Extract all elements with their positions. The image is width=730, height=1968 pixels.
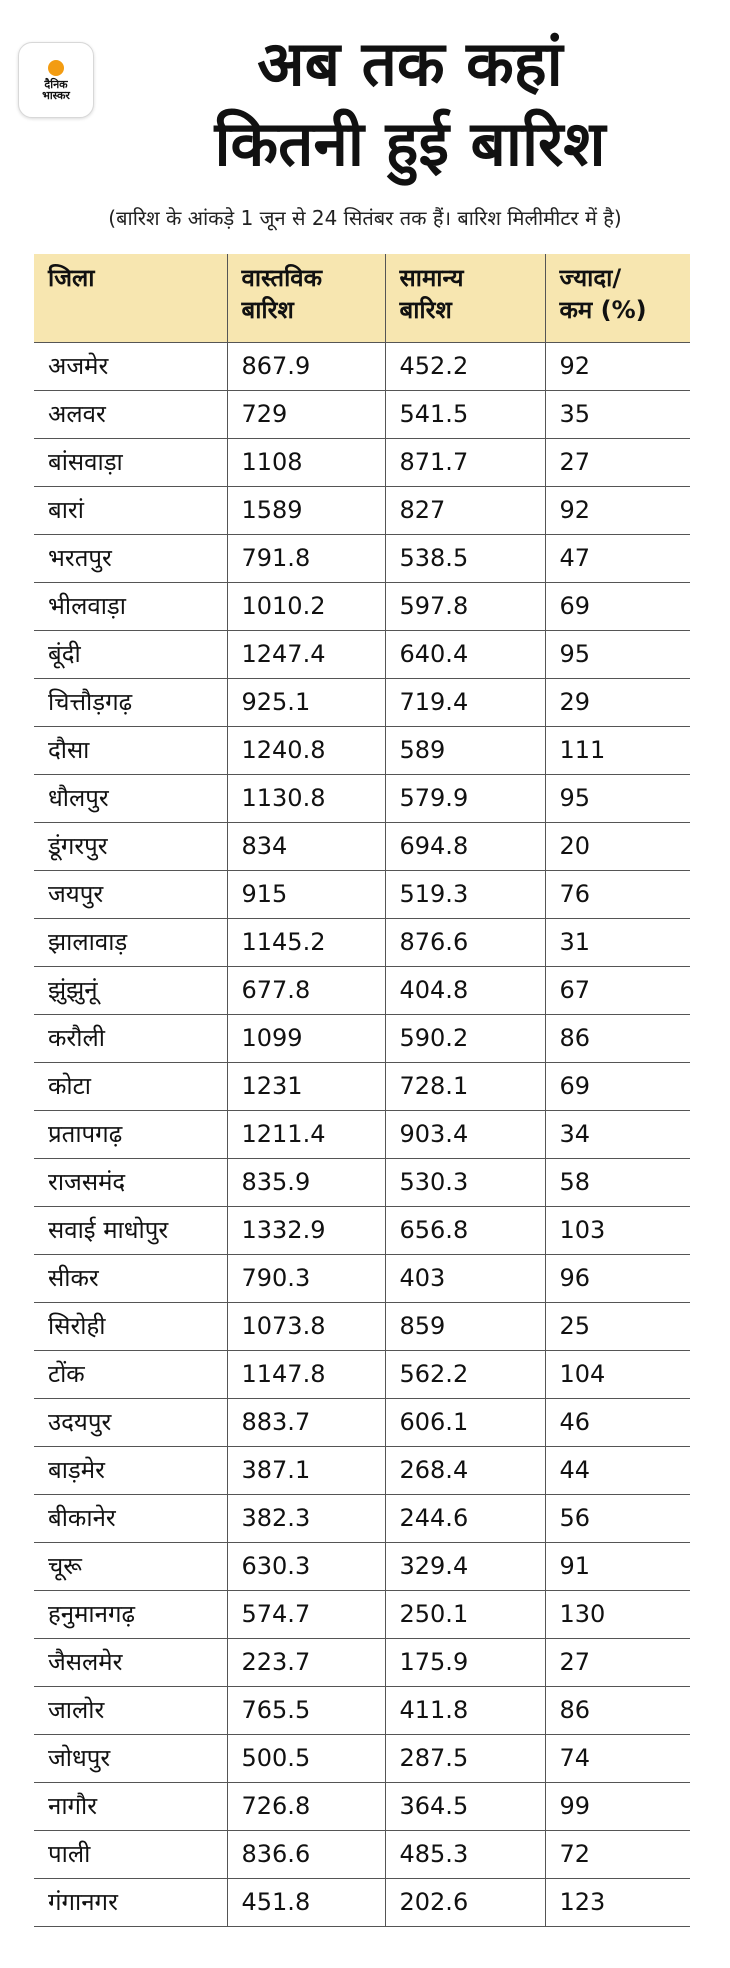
page-title: अब तक कहां कितनी हुई बारिश bbox=[214, 27, 606, 180]
district-cell: बूंदी bbox=[34, 630, 227, 678]
district-cell: प्रतापगढ़ bbox=[34, 1110, 227, 1158]
district-cell: झुंझुनूं bbox=[34, 966, 227, 1014]
district-cell: जैसलमेर bbox=[34, 1638, 227, 1686]
district-cell: उदयपुर bbox=[34, 1398, 227, 1446]
normal-rainfall-cell: 519.3 bbox=[385, 870, 545, 918]
logo-text: दैनिक भास्कर bbox=[42, 77, 70, 102]
normal-rainfall-cell: 404.8 bbox=[385, 966, 545, 1014]
dainik-bhaskar-logo bbox=[18, 42, 94, 118]
excess-deficit-cell: 111 bbox=[545, 726, 690, 774]
rainfall-table-container bbox=[34, 254, 690, 1927]
normal-rainfall-cell: 606.1 bbox=[385, 1398, 545, 1446]
actual-rainfall-cell: 1247.4 bbox=[227, 630, 385, 678]
table-row bbox=[34, 1542, 690, 1590]
normal-rainfall-cell: 719.4 bbox=[385, 678, 545, 726]
district-cell: झालावाड़ bbox=[34, 918, 227, 966]
actual-rainfall-cell: 729 bbox=[227, 390, 385, 438]
normal-rainfall-cell: 827 bbox=[385, 486, 545, 534]
normal-rainfall-cell: 411.8 bbox=[385, 1686, 545, 1734]
excess-deficit-cell: 69 bbox=[545, 582, 690, 630]
actual-rainfall-cell: 1073.8 bbox=[227, 1302, 385, 1350]
actual-rainfall-cell: 500.5 bbox=[227, 1734, 385, 1782]
district-cell: अलवर bbox=[34, 390, 227, 438]
district-cell: बांसवाड़ा bbox=[34, 438, 227, 486]
actual-rainfall-cell: 1211.4 bbox=[227, 1110, 385, 1158]
excess-deficit-cell: 69 bbox=[545, 1062, 690, 1110]
table-body bbox=[34, 342, 690, 1926]
excess-deficit-cell: 56 bbox=[545, 1494, 690, 1542]
sun-icon bbox=[48, 60, 64, 76]
table-row bbox=[34, 630, 690, 678]
excess-deficit-cell: 99 bbox=[545, 1782, 690, 1830]
normal-rainfall-cell: 859 bbox=[385, 1302, 545, 1350]
normal-rainfall-cell: 562.2 bbox=[385, 1350, 545, 1398]
table-row bbox=[34, 678, 690, 726]
normal-rainfall-cell: 590.2 bbox=[385, 1014, 545, 1062]
actual-rainfall-cell: 834 bbox=[227, 822, 385, 870]
district-cell: जयपुर bbox=[34, 870, 227, 918]
table-row bbox=[34, 1350, 690, 1398]
district-cell: भीलवाड़ा bbox=[34, 582, 227, 630]
excess-deficit-cell: 95 bbox=[545, 774, 690, 822]
table-row bbox=[34, 1734, 690, 1782]
actual-rainfall-cell: 1130.8 bbox=[227, 774, 385, 822]
normal-rainfall-cell: 589 bbox=[385, 726, 545, 774]
actual-rainfall-cell: 382.3 bbox=[227, 1494, 385, 1542]
district-cell: पाली bbox=[34, 1830, 227, 1878]
district-cell: नागौर bbox=[34, 1782, 227, 1830]
excess-deficit-cell: 74 bbox=[545, 1734, 690, 1782]
table-row bbox=[34, 1494, 690, 1542]
normal-rainfall-cell: 541.5 bbox=[385, 390, 545, 438]
header-excess-deficit-percent: ज्यादा/ कम (%) bbox=[545, 254, 690, 342]
normal-rainfall-cell: 202.6 bbox=[385, 1878, 545, 1926]
actual-rainfall-cell: 223.7 bbox=[227, 1638, 385, 1686]
header-normal-rainfall: सामान्य बारिश bbox=[385, 254, 545, 342]
normal-rainfall-cell: 876.6 bbox=[385, 918, 545, 966]
excess-deficit-cell: 25 bbox=[545, 1302, 690, 1350]
actual-rainfall-cell: 1145.2 bbox=[227, 918, 385, 966]
normal-rainfall-cell: 728.1 bbox=[385, 1062, 545, 1110]
excess-deficit-cell: 27 bbox=[545, 438, 690, 486]
actual-rainfall-cell: 1099 bbox=[227, 1014, 385, 1062]
table-row bbox=[34, 774, 690, 822]
district-cell: सिरोही bbox=[34, 1302, 227, 1350]
excess-deficit-cell: 34 bbox=[545, 1110, 690, 1158]
table-row bbox=[34, 1398, 690, 1446]
normal-rainfall-cell: 530.3 bbox=[385, 1158, 545, 1206]
excess-deficit-cell: 96 bbox=[545, 1254, 690, 1302]
actual-rainfall-cell: 1240.8 bbox=[227, 726, 385, 774]
actual-rainfall-cell: 791.8 bbox=[227, 534, 385, 582]
actual-rainfall-cell: 836.6 bbox=[227, 1830, 385, 1878]
district-cell: डूंगरपुर bbox=[34, 822, 227, 870]
normal-rainfall-cell: 403 bbox=[385, 1254, 545, 1302]
excess-deficit-cell: 86 bbox=[545, 1014, 690, 1062]
normal-rainfall-cell: 250.1 bbox=[385, 1590, 545, 1638]
actual-rainfall-cell: 1231 bbox=[227, 1062, 385, 1110]
table-row bbox=[34, 1590, 690, 1638]
excess-deficit-cell: 31 bbox=[545, 918, 690, 966]
actual-rainfall-cell: 1010.2 bbox=[227, 582, 385, 630]
district-cell: राजसमंद bbox=[34, 1158, 227, 1206]
actual-rainfall-cell: 790.3 bbox=[227, 1254, 385, 1302]
page-subtitle: (बारिश के आंकड़े 1 जून से 24 सितंबर तक हैं। बारिश मिलीमीटर में है) bbox=[108, 206, 622, 230]
actual-rainfall-cell: 1589 bbox=[227, 486, 385, 534]
table-row bbox=[34, 1638, 690, 1686]
actual-rainfall-cell: 726.8 bbox=[227, 1782, 385, 1830]
normal-rainfall-cell: 903.4 bbox=[385, 1110, 545, 1158]
district-cell: बारां bbox=[34, 486, 227, 534]
excess-deficit-cell: 92 bbox=[545, 486, 690, 534]
actual-rainfall-cell: 867.9 bbox=[227, 342, 385, 390]
district-cell: भरतपुर bbox=[34, 534, 227, 582]
actual-rainfall-cell: 925.1 bbox=[227, 678, 385, 726]
normal-rainfall-cell: 597.8 bbox=[385, 582, 545, 630]
district-cell: दौसा bbox=[34, 726, 227, 774]
district-cell: चित्तौड़गढ़ bbox=[34, 678, 227, 726]
table-row bbox=[34, 1206, 690, 1254]
excess-deficit-cell: 104 bbox=[545, 1350, 690, 1398]
actual-rainfall-cell: 677.8 bbox=[227, 966, 385, 1014]
table-row bbox=[34, 1686, 690, 1734]
table-row bbox=[34, 918, 690, 966]
district-cell: सीकर bbox=[34, 1254, 227, 1302]
normal-rainfall-cell: 485.3 bbox=[385, 1830, 545, 1878]
normal-rainfall-cell: 640.4 bbox=[385, 630, 545, 678]
table-row bbox=[34, 1158, 690, 1206]
table-row bbox=[34, 1062, 690, 1110]
excess-deficit-cell: 58 bbox=[545, 1158, 690, 1206]
excess-deficit-cell: 95 bbox=[545, 630, 690, 678]
normal-rainfall-cell: 329.4 bbox=[385, 1542, 545, 1590]
header-district: जिला bbox=[34, 254, 227, 342]
district-cell: अजमेर bbox=[34, 342, 227, 390]
actual-rainfall-cell: 883.7 bbox=[227, 1398, 385, 1446]
table-row bbox=[34, 870, 690, 918]
excess-deficit-cell: 76 bbox=[545, 870, 690, 918]
district-cell: बाड़मेर bbox=[34, 1446, 227, 1494]
excess-deficit-cell: 91 bbox=[545, 1542, 690, 1590]
excess-deficit-cell: 123 bbox=[545, 1878, 690, 1926]
table-row bbox=[34, 342, 690, 390]
table-header-row bbox=[34, 254, 690, 342]
table-row bbox=[34, 1254, 690, 1302]
rainfall-table bbox=[34, 254, 690, 1927]
actual-rainfall-cell: 1108 bbox=[227, 438, 385, 486]
excess-deficit-cell: 46 bbox=[545, 1398, 690, 1446]
normal-rainfall-cell: 656.8 bbox=[385, 1206, 545, 1254]
normal-rainfall-cell: 244.6 bbox=[385, 1494, 545, 1542]
excess-deficit-cell: 86 bbox=[545, 1686, 690, 1734]
normal-rainfall-cell: 287.5 bbox=[385, 1734, 545, 1782]
district-cell: बीकानेर bbox=[34, 1494, 227, 1542]
normal-rainfall-cell: 871.7 bbox=[385, 438, 545, 486]
normal-rainfall-cell: 452.2 bbox=[385, 342, 545, 390]
table-row bbox=[34, 1782, 690, 1830]
table-row bbox=[34, 390, 690, 438]
excess-deficit-cell: 67 bbox=[545, 966, 690, 1014]
table-row bbox=[34, 822, 690, 870]
district-cell: सवाई माधोपुर bbox=[34, 1206, 227, 1254]
excess-deficit-cell: 47 bbox=[545, 534, 690, 582]
table-row bbox=[34, 486, 690, 534]
actual-rainfall-cell: 630.3 bbox=[227, 1542, 385, 1590]
table-row bbox=[34, 1830, 690, 1878]
district-cell: चूरू bbox=[34, 1542, 227, 1590]
normal-rainfall-cell: 579.9 bbox=[385, 774, 545, 822]
excess-deficit-cell: 92 bbox=[545, 342, 690, 390]
district-cell: करौली bbox=[34, 1014, 227, 1062]
district-cell: कोटा bbox=[34, 1062, 227, 1110]
district-cell: जालोर bbox=[34, 1686, 227, 1734]
table-row bbox=[34, 726, 690, 774]
actual-rainfall-cell: 451.8 bbox=[227, 1878, 385, 1926]
table-row bbox=[34, 1446, 690, 1494]
excess-deficit-cell: 35 bbox=[545, 390, 690, 438]
excess-deficit-cell: 44 bbox=[545, 1446, 690, 1494]
actual-rainfall-cell: 387.1 bbox=[227, 1446, 385, 1494]
table-row bbox=[34, 1014, 690, 1062]
table-row bbox=[34, 438, 690, 486]
normal-rainfall-cell: 364.5 bbox=[385, 1782, 545, 1830]
table-row bbox=[34, 534, 690, 582]
normal-rainfall-cell: 175.9 bbox=[385, 1638, 545, 1686]
normal-rainfall-cell: 538.5 bbox=[385, 534, 545, 582]
header-actual-rainfall: वास्तविक बारिश bbox=[227, 254, 385, 342]
actual-rainfall-cell: 915 bbox=[227, 870, 385, 918]
excess-deficit-cell: 20 bbox=[545, 822, 690, 870]
excess-deficit-cell: 29 bbox=[545, 678, 690, 726]
excess-deficit-cell: 130 bbox=[545, 1590, 690, 1638]
excess-deficit-cell: 72 bbox=[545, 1830, 690, 1878]
actual-rainfall-cell: 765.5 bbox=[227, 1686, 385, 1734]
district-cell: टोंक bbox=[34, 1350, 227, 1398]
normal-rainfall-cell: 268.4 bbox=[385, 1446, 545, 1494]
table-row bbox=[34, 1878, 690, 1926]
excess-deficit-cell: 103 bbox=[545, 1206, 690, 1254]
table-row bbox=[34, 1110, 690, 1158]
actual-rainfall-cell: 835.9 bbox=[227, 1158, 385, 1206]
district-cell: धौलपुर bbox=[34, 774, 227, 822]
normal-rainfall-cell: 694.8 bbox=[385, 822, 545, 870]
table-row bbox=[34, 966, 690, 1014]
district-cell: गंगानगर bbox=[34, 1878, 227, 1926]
excess-deficit-cell: 27 bbox=[545, 1638, 690, 1686]
actual-rainfall-cell: 1332.9 bbox=[227, 1206, 385, 1254]
table-row bbox=[34, 582, 690, 630]
district-cell: जोधपुर bbox=[34, 1734, 227, 1782]
table-row bbox=[34, 1302, 690, 1350]
actual-rainfall-cell: 574.7 bbox=[227, 1590, 385, 1638]
actual-rainfall-cell: 1147.8 bbox=[227, 1350, 385, 1398]
district-cell: हनुमानगढ़ bbox=[34, 1590, 227, 1638]
